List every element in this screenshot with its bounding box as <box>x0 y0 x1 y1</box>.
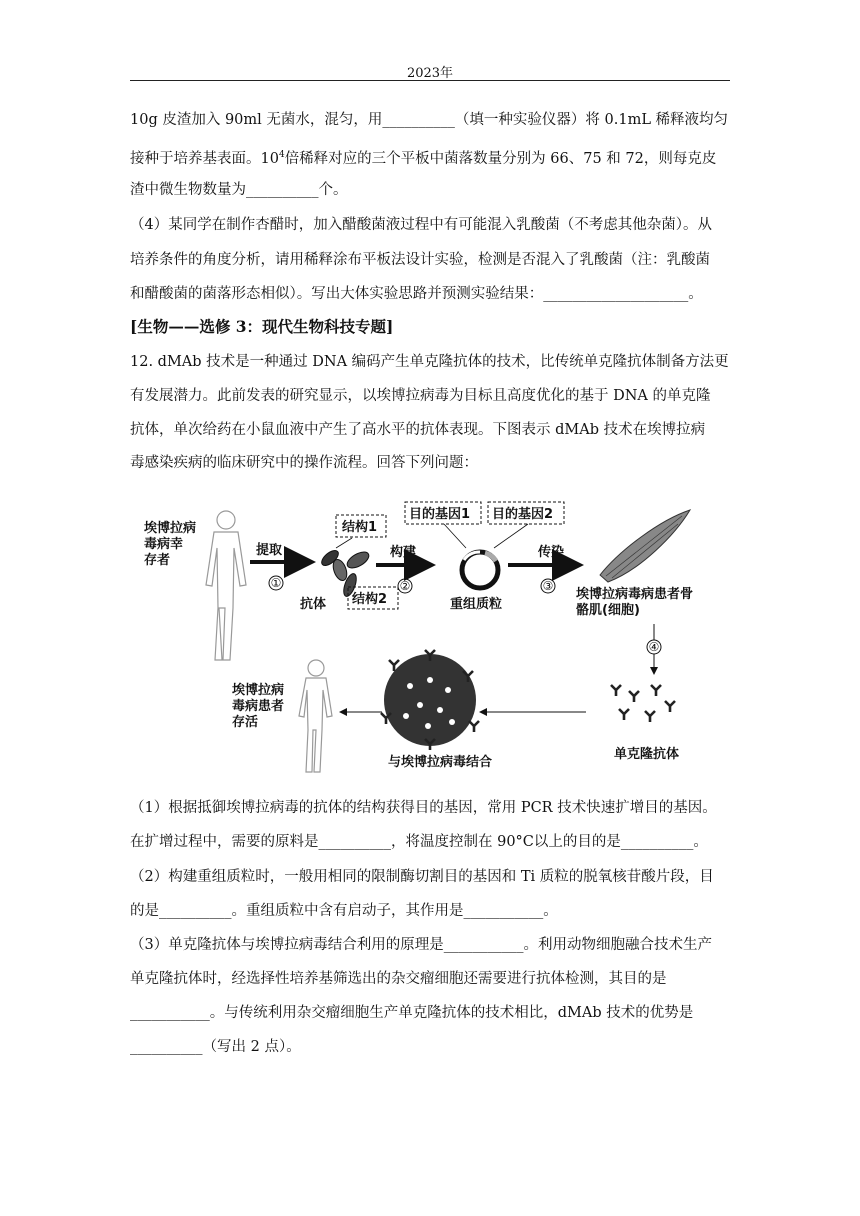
survivor-label: 存者 <box>144 553 171 568</box>
muscle-label: 埃博拉病毒病患者骨 <box>576 587 694 602</box>
answer-line: 在扩增过程中，需要的原料是__________，将温度控制在 90°C以上的目的是__________。 <box>130 834 708 850</box>
question-12-line: 抗体，单次给药在小鼠血液中产生了高水平的抗体表现。下图表示 dMAb 技术在埃博拉病 <box>130 422 706 438</box>
patient-label: 埃博拉病 <box>232 683 285 698</box>
binding-label: 与埃博拉病毒结合 <box>388 755 493 770</box>
gene-2-pointer <box>494 524 528 548</box>
text-line: 10g 皮渣加入 90ml 无菌水，混匀，用__________（填一种实验仪器）将 0.1mL 稀释液均匀 <box>130 112 729 128</box>
extract-label: 提取 <box>256 543 283 558</box>
answer-line: （2）构建重组质粒时，一般用相同的限制酶切割目的基因和 Ti 质粒的脱氧核苷酸片段，目 <box>130 869 714 885</box>
transfect-label: 传染 <box>538 545 565 560</box>
dmab-workflow-diagram <box>130 490 730 780</box>
header-rule <box>130 80 730 81</box>
answer-line: 的是__________。重组质粒中含有启动子，其作用是___________。 <box>130 903 558 919</box>
answer-line: ___________。与传统利用杂交瘤细胞生产单克隆抗体的技术相比，dMAb 技术的优势是 <box>130 1005 694 1021</box>
gene-2-label: 目的基因2 <box>492 507 554 522</box>
recombinant-plasmid-icon <box>462 552 498 588</box>
text-line: 接种于培养基表面。$10^4$倍稀释对应的三个平板中菌落数量分别为 66、75 和 72，则每克皮 <box>130 150 717 167</box>
structure-2-label: 结构2 <box>352 592 388 607</box>
text-line: 渣中微生物数量为__________个。 <box>130 182 348 198</box>
structure-1-pointer <box>336 538 352 548</box>
section-heading: [生物——选修 3：现代生物科技专题] <box>130 317 394 336</box>
text-line: （4）某同学在制作杏醋时，加入醋酸菌液过程中有可能混入乳酸菌（不考虑其他杂菌）。从 <box>130 217 712 233</box>
antibody-structure-icon <box>319 548 371 598</box>
gene-1-pointer <box>444 524 466 548</box>
answer-line: （1）根据抵御埃博拉病毒的抗体的结构获得目的基因，常用 PCR 技术快速扩增目的基因。 <box>130 800 717 816</box>
answer-line: 单克隆抗体时，经选择性培养基筛选出的杂交瘤细胞还需要进行抗体检测，其目的是 <box>130 971 667 987</box>
antibody-label: 抗体 <box>300 597 327 612</box>
step-2-label: ② <box>399 579 411 593</box>
patient-label: 毒病患者 <box>232 699 285 714</box>
answer-line: __________（写出 2 点）。 <box>130 1039 301 1055</box>
survivor-label: 毒病幸 <box>144 537 184 552</box>
step-3-label: ③ <box>542 579 554 593</box>
mab-label: 单克隆抗体 <box>614 747 680 762</box>
step-1-label: ① <box>270 576 282 590</box>
survivor-label: 埃博拉病 <box>144 521 197 536</box>
patient-figure-icon <box>299 660 332 772</box>
gene-1-label: 目的基因1 <box>409 507 471 522</box>
plasmid-label: 重组质粒 <box>450 597 503 612</box>
text-line: 培养条件的角度分析，请用稀释涂布平板法设计实验，检测是否混入了乳酸菌（注：乳酸菌 <box>130 252 710 268</box>
question-12-line: 毒感染疾病的临床研究中的操作流程。回答下列问题： <box>130 455 478 471</box>
virus-binding-icon <box>381 650 479 750</box>
patient-label: 存活 <box>232 715 259 730</box>
structure-1-label: 结构1 <box>342 520 378 535</box>
monoclonal-antibody-icons <box>611 685 675 722</box>
page-header-year: 2023年 <box>406 66 454 81</box>
muscle-label: 骼肌(细胞) <box>576 603 640 618</box>
text-line: 和醋酸菌的菌落形态相似）。写出大体实验思路并预测实验结果：____________________。 <box>130 286 703 302</box>
question-12-line: 有发展潜力。此前发表的研究显示，以埃博拉病毒为目标且高度优化的基于 DNA 的单克隆 <box>130 388 711 404</box>
step-4-label: ④ <box>648 640 660 654</box>
build-label: 构建 <box>390 545 417 560</box>
question-12-line: 12. dMAb 技术是一种通过 DNA 编码产生单克隆抗体的技术，比传统单克隆抗体制备方法更 <box>130 354 729 370</box>
survivor-figure-icon <box>206 511 246 660</box>
answer-line: （3）单克隆抗体与埃博拉病毒结合利用的原理是___________。利用动物细胞融合技术生产 <box>130 937 712 953</box>
muscle-icon <box>600 510 690 582</box>
